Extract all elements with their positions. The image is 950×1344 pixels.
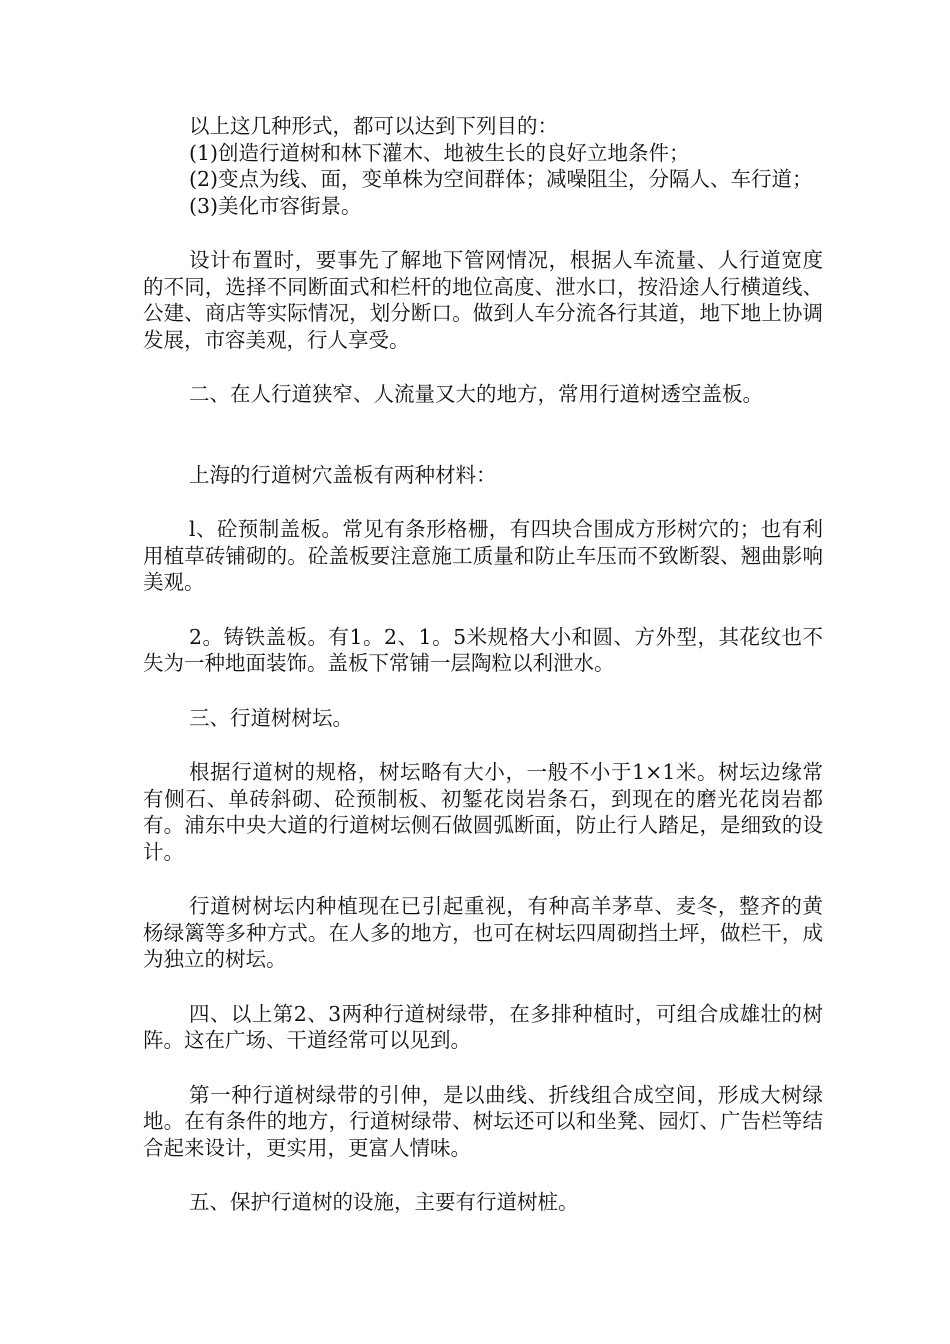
list-item-2: (2)变点为线、面，变单株为空间群体；减噪阻尘，分隔人、车行道；	[189, 167, 813, 191]
paragraph-spacer	[143, 408, 823, 462]
list-item-3: (3)美化市容街景。	[189, 193, 362, 218]
section-heading-2: 二、在人行道狭窄、人流量又大的地方，常用行道树透空盖板。	[189, 382, 763, 406]
paragraph-spacer	[143, 219, 823, 247]
list-item-1: (1)创造行道树和林下灌木、地被生长的良好立地条件；	[189, 140, 690, 165]
document-body	[143, 113, 823, 1216]
section-heading-5: 五、保护行道树的设施，主要有行道树桩。	[189, 1190, 579, 1214]
paragraph-spacer	[143, 973, 823, 1001]
paragraph-tree-bed-planting: 行道树树坛内种植现在已引起重视，有种高羊茅草、麦冬，整齐的黄杨绿篱等多种方式。在人多的地方，也可在树坛四周砌挡土坪，做栏干，成为独立的树坛。	[143, 894, 823, 971]
paragraph-shanghai-materials: 上海的行道树穴盖板有两种材料：	[189, 462, 497, 487]
paragraph-spacer	[143, 1054, 823, 1082]
paragraph-spacer	[143, 596, 823, 624]
paragraph-spacer	[143, 731, 823, 759]
section-heading-4: 四、以上第2、3两种行道树绿带，在多排种植时，可组合成雄壮的树阵。这在广场、干道经常可以见到。	[143, 1001, 823, 1052]
section-heading-3: 三、行道树树坛。	[189, 705, 353, 730]
paragraph-design-layout: 设计布置时，要事先了解地下管网情况，根据人车流量、人行道宽度的不同，选择不同断面式和栏杆的地位高度、泄水口，按沿途人行横道线、公建、商店等实际情况，划分断口。做到人车分流各行其道，地下地上协调发展，市容美观，行人享受。	[143, 248, 823, 352]
paragraph-spacer	[143, 677, 823, 705]
paragraph-spacer	[143, 1161, 823, 1189]
paragraph-spacer	[143, 353, 823, 381]
paragraph-concrete-cover: l、砼预制盖板。常见有条形格栅，有四块合围成方形树穴的；也有利用植草砖铺砌的。砼盖板要注意施工质量和防止车压而不致断裂、翘曲影响美观。	[143, 517, 823, 594]
paragraph-green-belt-extension: 第一种行道树绿带的引伸，是以曲线、折线组合成空间，形成大树绿地。在有条件的地方，行道树绿带、树坛还可以和坐凳、园灯、广告栏等结合起来设计，更实用，更富人情味。	[143, 1082, 823, 1160]
paragraph-intro: 以上这几种形式，都可以达到下列目的：	[189, 114, 558, 138]
paragraph-spacer	[143, 488, 823, 516]
paragraph-iron-cover: 2。铸铁盖板。有1。2、1。5米规格大小和圆、方外型，其花纹也不失为一种地面装饰。盖板下常铺一层陶粒以利泄水。	[143, 624, 823, 675]
paragraph-spacer	[143, 865, 823, 893]
paragraph-tree-bed-size: 根据行道树的规格，树坛略有大小，一般不小于1×1米。树坛边缘常有侧石、单砖斜砌、砼预制板、初錾花岗岩条石，到现在的磨光花岗岩都有。浦东中央大道的行道树坛侧石做圆弧断面，防止行人踏足，是细致的设计。	[143, 760, 823, 864]
